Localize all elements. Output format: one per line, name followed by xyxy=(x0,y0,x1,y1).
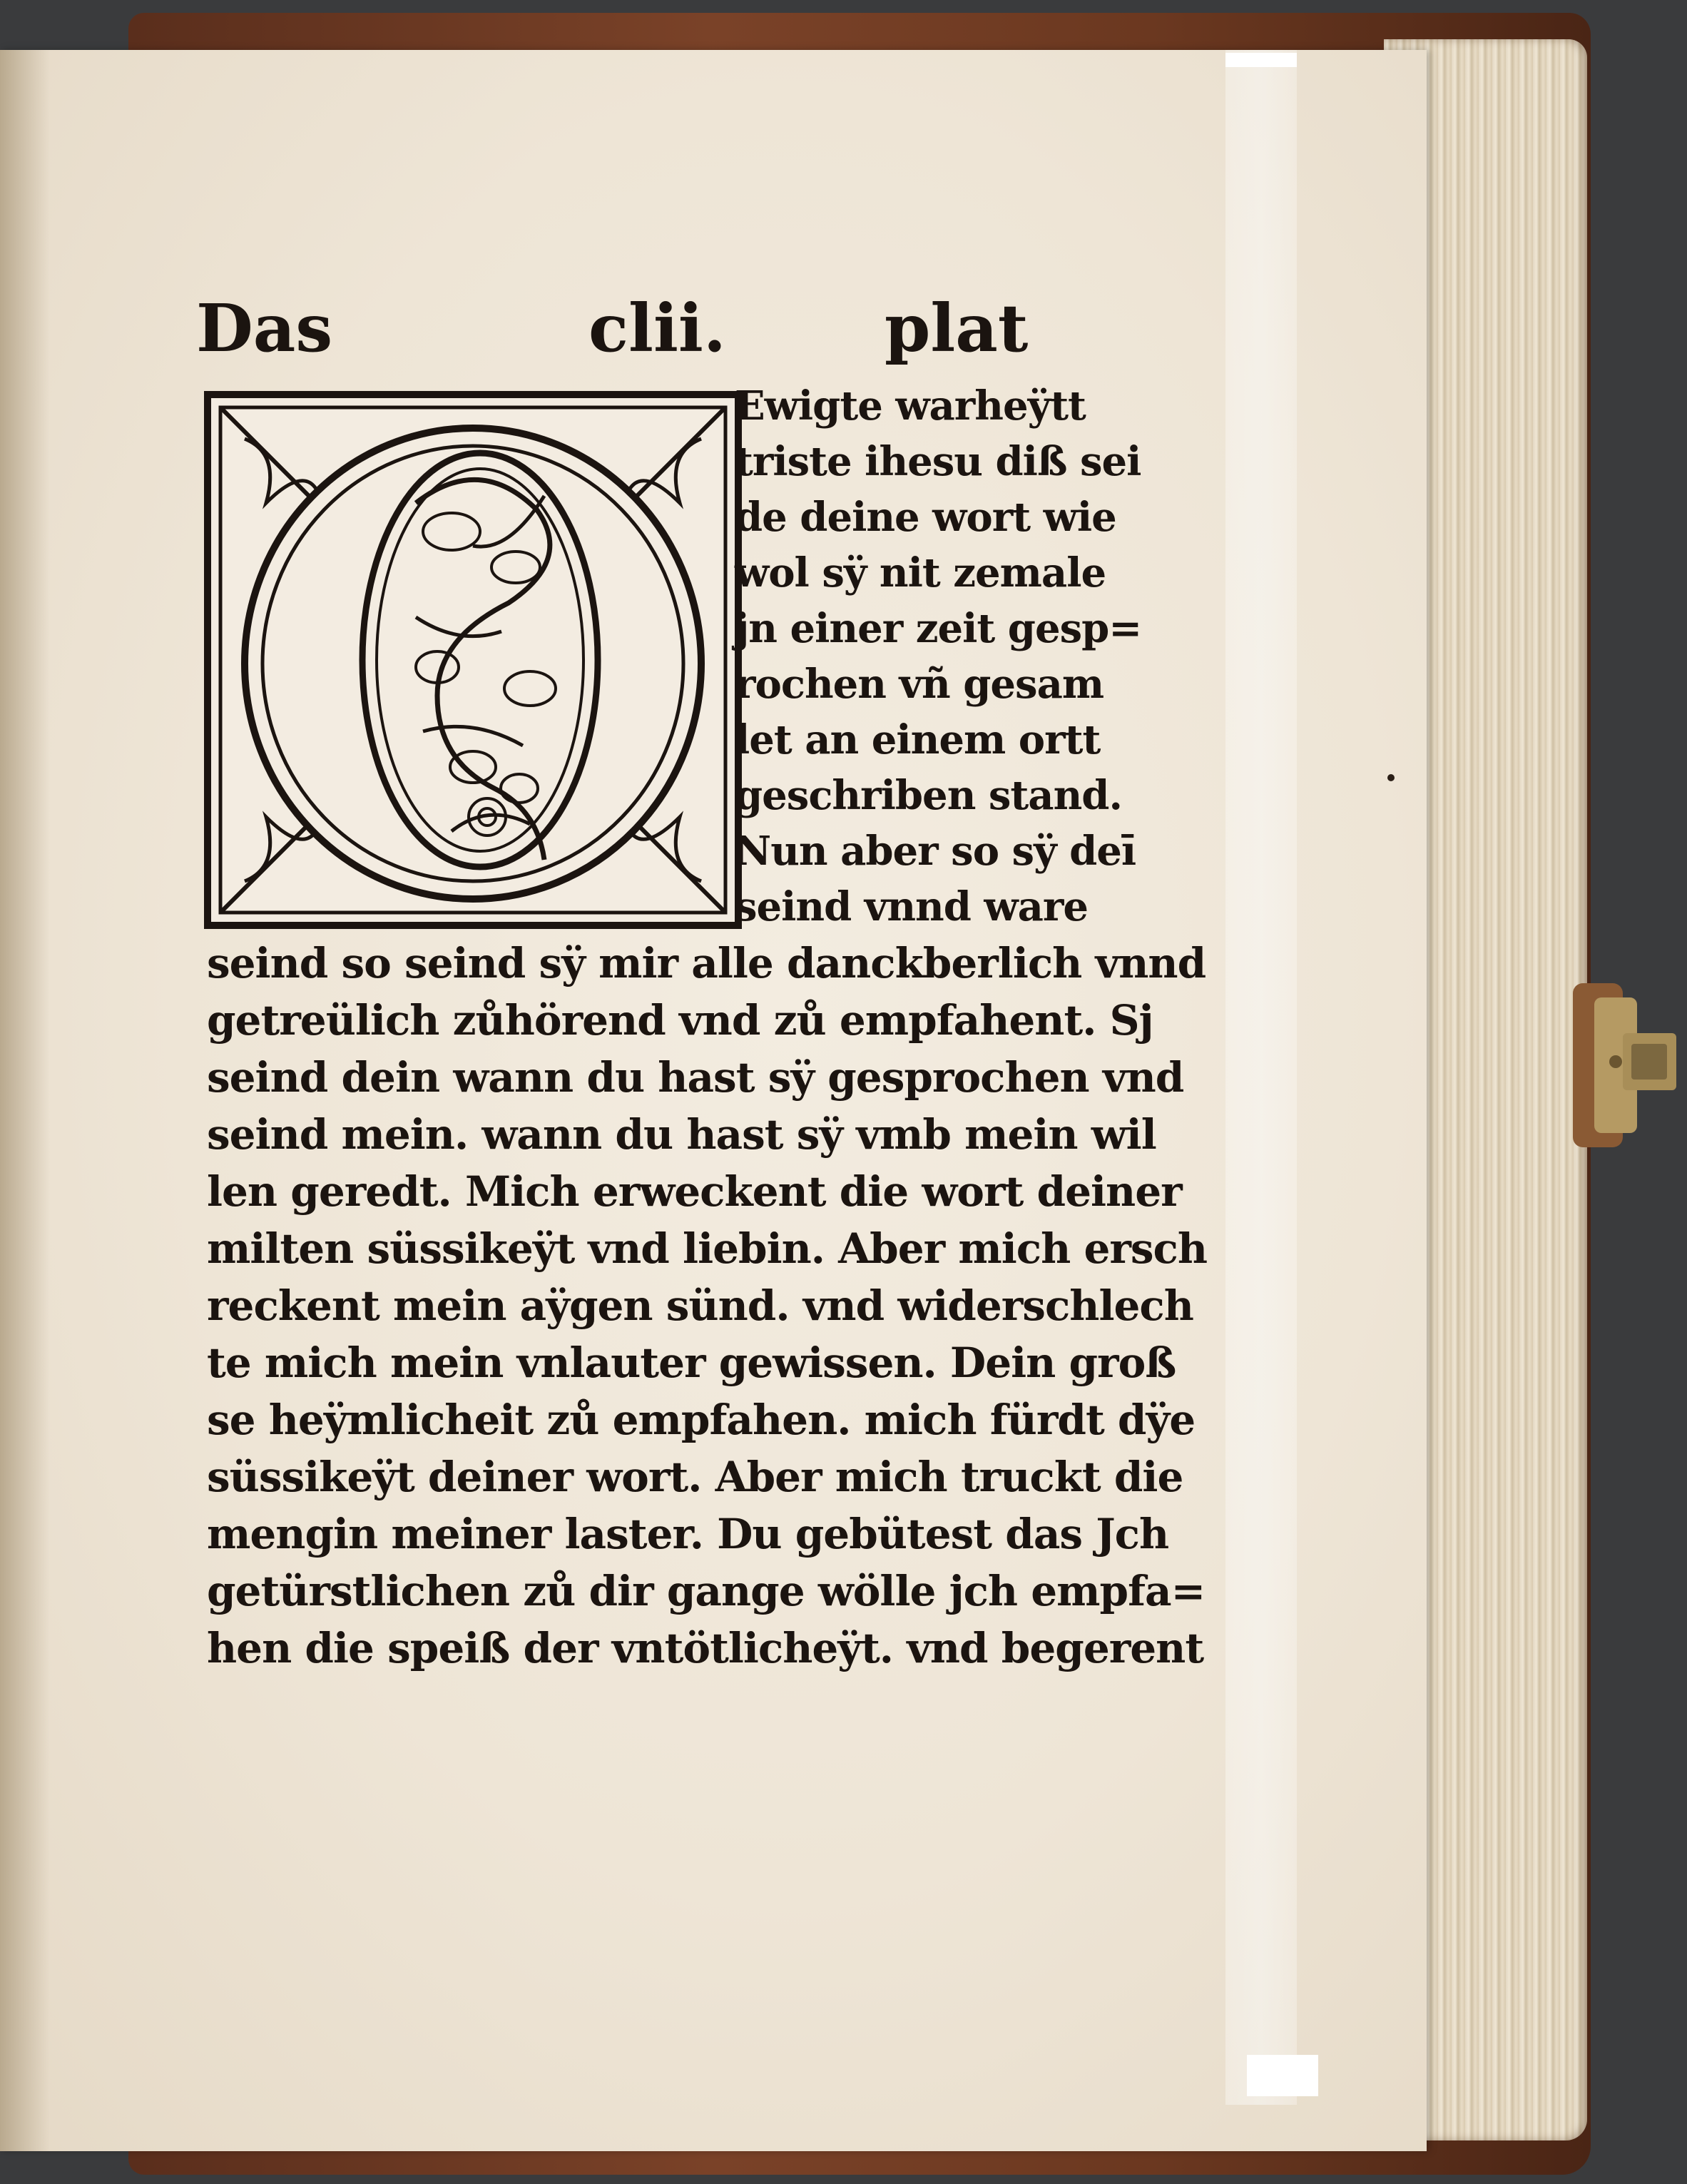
text-line: getreülich zůhörend vnd zů empfahent. Sj xyxy=(207,996,1153,1045)
text-line: Nun aber so sÿ deī xyxy=(735,828,1136,875)
text-line: hen die speiß der vntötlicheÿt. vnd begerent xyxy=(207,1624,1204,1672)
body-text xyxy=(207,935,1208,1677)
column-beside-initial xyxy=(735,378,1142,935)
text-line: seind so seind sÿ mir alle danckberlich vnnd xyxy=(207,939,1206,987)
paper-slip-bottom xyxy=(1247,2055,1318,2096)
text-line: Ewigte warheÿtt xyxy=(735,382,1086,430)
text-line: geschriben stand. xyxy=(735,772,1122,819)
text-line: rochen vñ gesam xyxy=(735,661,1104,708)
text-line: süssikeÿt deiner wort. Aber mich truckt die xyxy=(207,1453,1183,1501)
running-header xyxy=(196,282,1031,375)
text-line: se heÿmlicheit zů empfahen. mich fürdt dÿe xyxy=(207,1396,1196,1444)
text-line: triste ihesu diß sei xyxy=(735,438,1141,485)
text-line: mengin meiner laster. Du gebütest das Jch xyxy=(207,1510,1169,1558)
brass-clasp-icon xyxy=(1573,976,1680,1154)
page-gutter xyxy=(0,50,50,2151)
text-line: de deine wort wie xyxy=(735,494,1116,541)
text-line: reckent mein aÿgen sünd. vnd widerschlech xyxy=(207,1281,1193,1330)
paper-slip-top xyxy=(1225,53,1297,67)
paper-slip xyxy=(1225,50,1297,2105)
text-line: let an einem ortt xyxy=(735,716,1101,763)
text-line: getürstlichen zů dir gange wölle jch empfa= xyxy=(207,1567,1206,1615)
header-right: plat xyxy=(885,290,1029,367)
text-line: seind dein wann du hast sÿ gesprochen vnd xyxy=(207,1053,1184,1102)
text-line: milten süssikeÿt vnd liebin. Aber mich ersch xyxy=(207,1224,1208,1273)
text-line: seind mein. wann du hast sÿ vmb mein wil xyxy=(207,1110,1156,1159)
text-line: te mich mein vnlauter gewissen. Dein groß xyxy=(207,1339,1176,1387)
text-line: len geredt. Mich erweckent die wort deiner xyxy=(207,1167,1182,1216)
text-line: jn einer zeit gesp= xyxy=(735,605,1142,652)
decorated-initial-o-icon xyxy=(202,389,744,931)
text-line: seind vnnd ware xyxy=(735,883,1089,930)
text-line: wol sÿ nit zemale xyxy=(735,549,1106,596)
header-left: Das xyxy=(196,290,333,367)
ink-speck xyxy=(1387,774,1395,781)
folio-number: clii. xyxy=(588,290,726,367)
